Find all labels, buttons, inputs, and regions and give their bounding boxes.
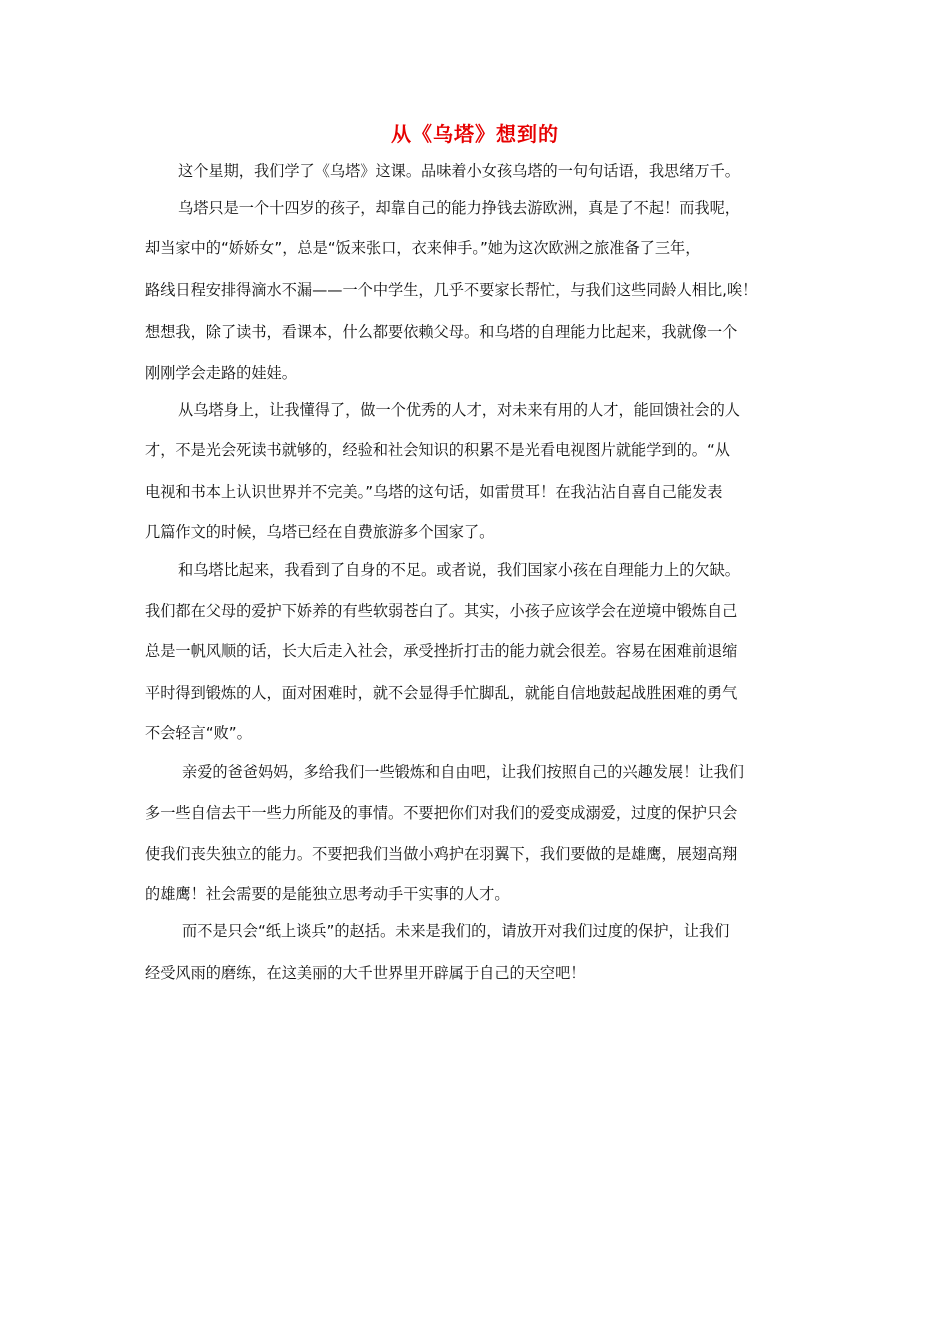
paragraph-line: 和乌塔比起来，我看到了自身的不足。或者说，我们国家小孩在自理能力上的欠缺。 [178, 561, 740, 579]
paragraph-line: 乌塔只是一个十四岁的孩子，却靠自己的能力挣钱去游欧洲，真是了不起！而我呢， [178, 199, 740, 217]
document-title: 从《乌塔》想到的 [391, 122, 559, 146]
paragraph-line: 总是一帆风顺的话，长大后走入社会，承受挫折打击的能力就会很差。容易在困难前退缩 [145, 642, 738, 660]
paragraph-line: 亲爱的爸爸妈妈，多给我们一些锻炼和自由吧，让我们按照自己的兴趣发展！让我们 [182, 763, 744, 781]
paragraph-line: 使我们丧失独立的能力。不要把我们当做小鸡护在羽翼下，我们要做的是雄鹰，展翅高翔 [145, 845, 738, 863]
paragraph-line: 才，不是光会死读书就够的，经验和社会知识的积累不是光看电视图片就能学到的。“从 [145, 441, 730, 459]
paragraph-line: 却当家中的“娇娇女”，总是“饭来张口，衣来伸手。”她为这次欧洲之旅准备了三年， [145, 239, 701, 257]
paragraph-line: 从乌塔身上，让我懂得了，做一个优秀的人才，对未来有用的人才，能回馈社会的人 [178, 401, 740, 419]
paragraph-line: 刚刚学会走路的娃娃。 [145, 364, 297, 382]
paragraph-line: 路线日程安排得滴水不漏——一个中学生，几乎不要家长帮忙，与我们这些同龄人相比,唉！ [145, 281, 758, 299]
paragraph-line: 这个星期，我们学了《乌塔》这课。品味着小女孩乌塔的一句句话语，我思绪万千。 [178, 162, 740, 180]
paragraph-line: 我们都在父母的爱护下娇养的有些软弱苍白了。其实，小孩子应该学会在逆境中锻炼自己 [145, 602, 738, 620]
paragraph-line: 电视和书本上认识世界并不完美。”乌塔的这句话，如雷贯耳！在我沾沾自喜自己能发表 [145, 483, 723, 501]
paragraph-line: 不会轻言“败”。 [145, 724, 252, 742]
paragraph-line: 而不是只会“纸上谈兵”的赵括。未来是我们的，请放开对我们过度的保护，让我们 [182, 922, 730, 940]
paragraph-line: 多一些自信去干一些力所能及的事情。不要把你们对我们的爱变成溺爱，过度的保护只会 [145, 804, 738, 822]
paragraph-line: 平时得到锻炼的人，面对困难时，就不会显得手忙脚乱，就能自信地鼓起战胜困难的勇气 [145, 684, 738, 702]
paragraph-line: 想想我，除了读书，看课本，什么都要依赖父母。和乌塔的自理能力比起来，我就像一个 [145, 323, 738, 341]
paragraph-line: 几篇作文的时候，乌塔已经在自费旅游多个国家了。 [145, 523, 495, 541]
paragraph-line: 的雄鹰！社会需要的是能独立思考动手干实事的人才。 [145, 885, 510, 903]
paragraph-line: 经受风雨的磨练，在这美丽的大千世界里开辟属于自己的天空吧！ [145, 964, 586, 982]
